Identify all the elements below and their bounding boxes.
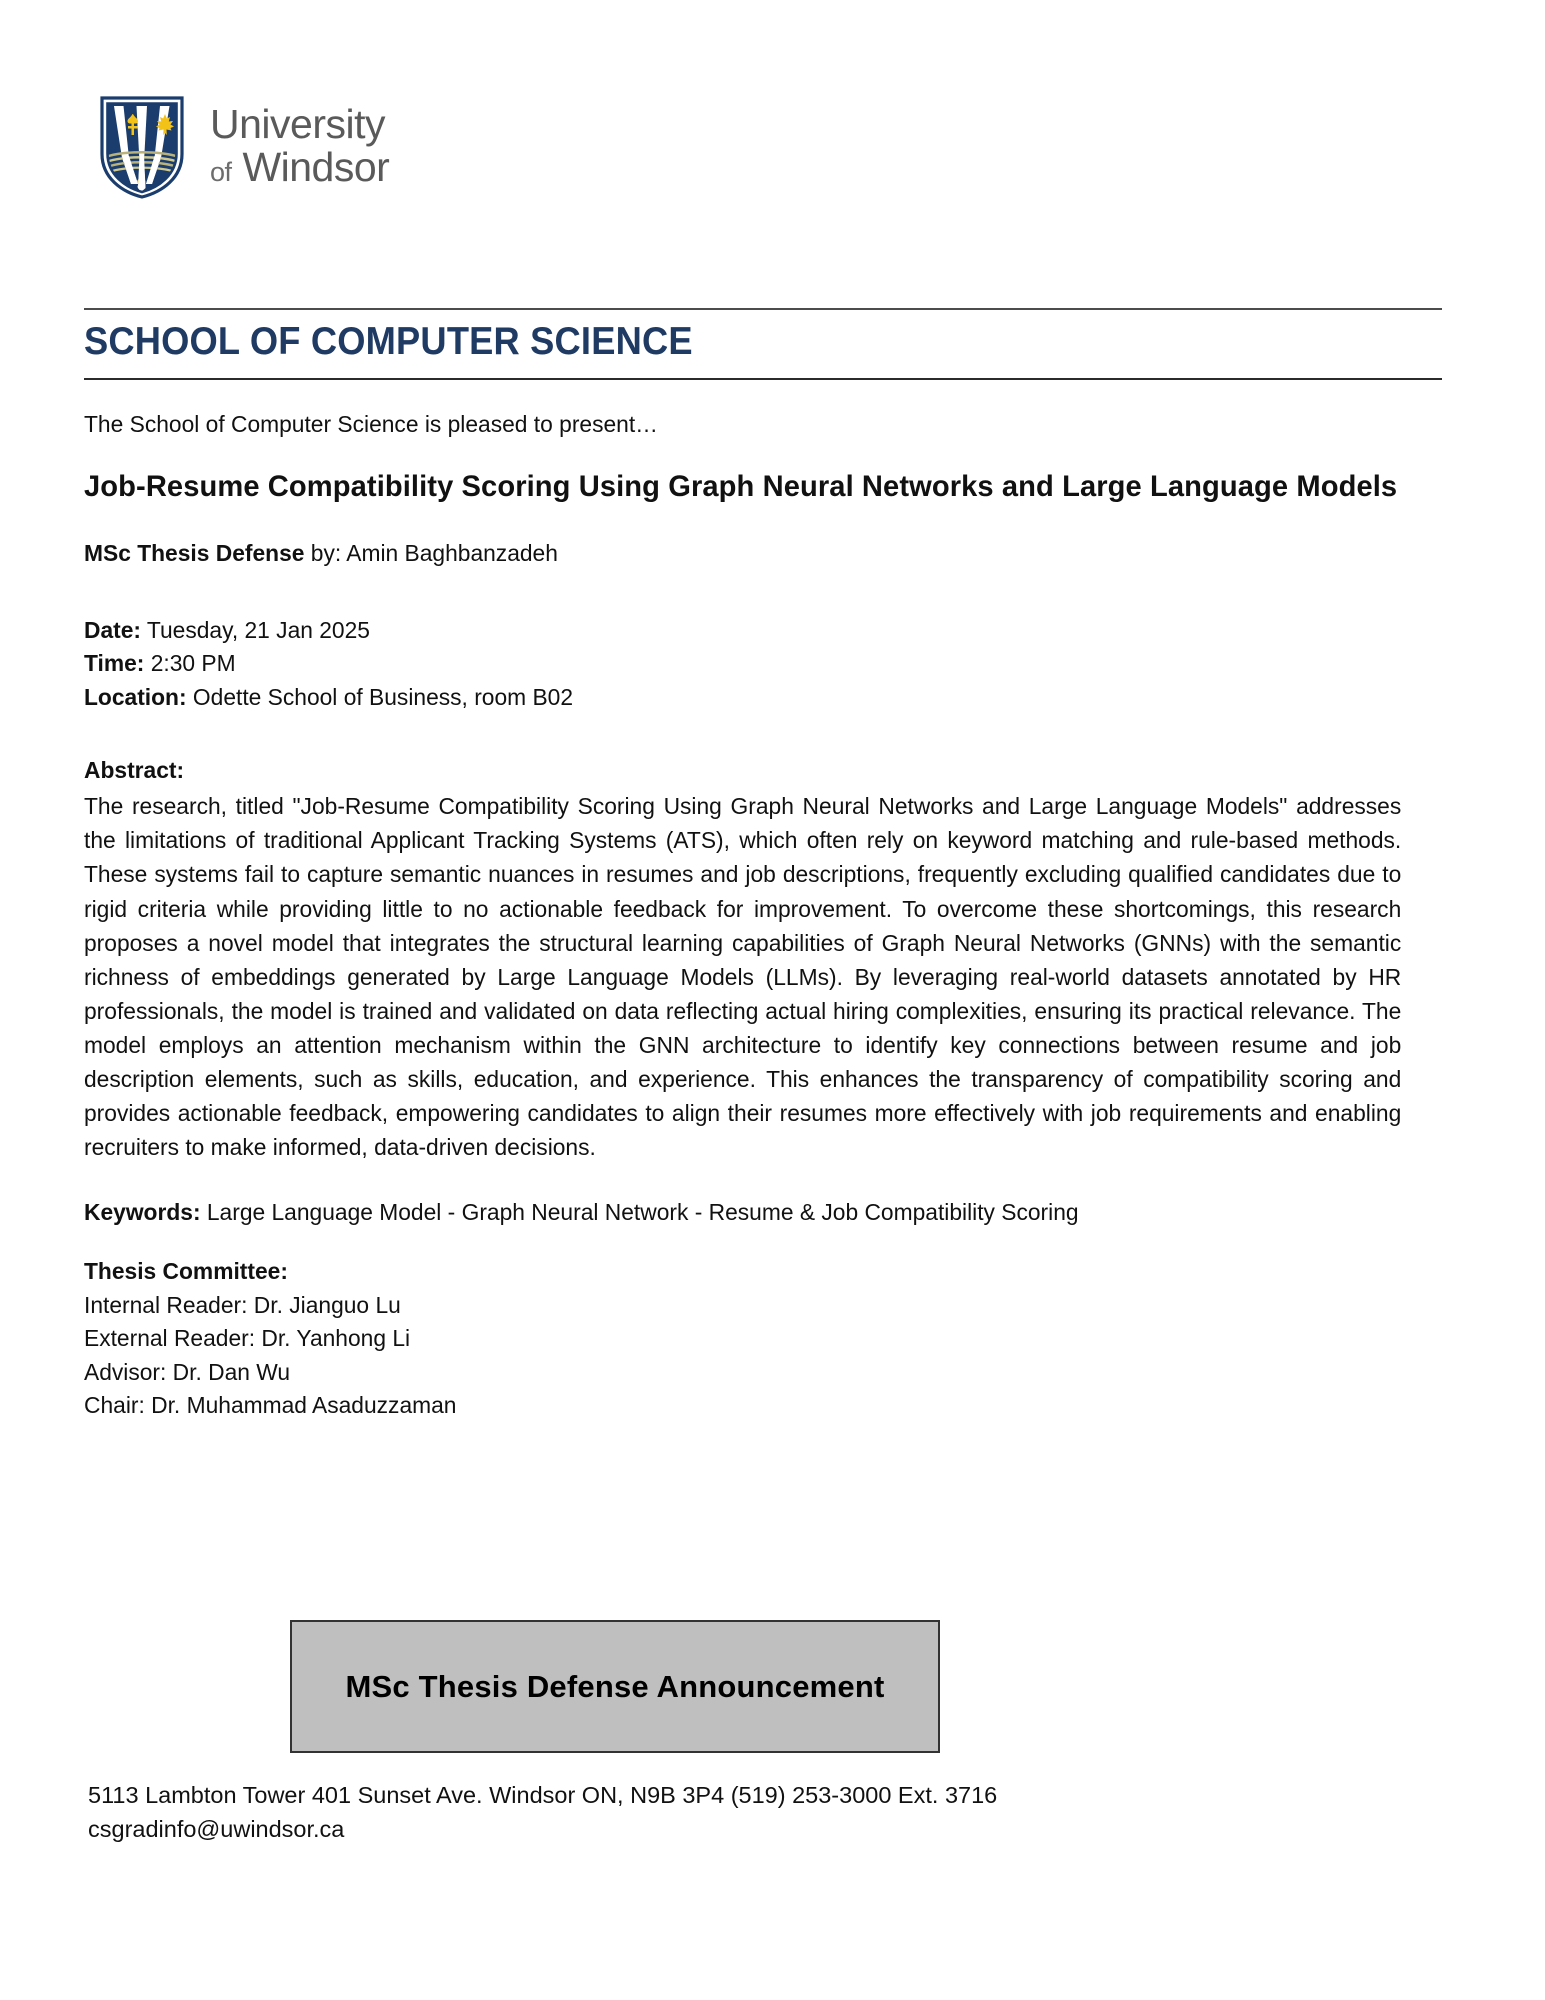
thesis-title: Job-Resume Compatibility Scoring Using Graph Neural Networks and Large Language Models: [84, 469, 1398, 503]
announcement-banner-text: MSc Thesis Defense Announcement: [345, 1668, 885, 1704]
list-item: Advisor: Dr. Dan Wu: [84, 1358, 291, 1385]
date-value: Tuesday, 21 Jan 2025: [141, 616, 370, 643]
wordmark-windsor: Windsor: [242, 144, 390, 190]
windsor-shield-icon: [96, 92, 188, 200]
list-item: External Reader: Dr. Yanhong Li: [84, 1325, 411, 1352]
footer: [88, 1778, 1288, 1846]
intro-line: The School of Computer Science is pleased to present…: [84, 411, 658, 437]
list-item: Chair: Dr. Muhammad Asaduzzaman: [84, 1391, 457, 1418]
wordmark-of: of: [210, 157, 232, 187]
document-body: [84, 408, 1442, 1422]
defense-byline: [84, 537, 1401, 570]
detail-location: [84, 681, 1401, 715]
abstract-label: Abstract:: [84, 757, 185, 784]
byline-label: MSc Thesis Defense: [84, 539, 305, 566]
footer-email[interactable]: csgradinfo@uwindsor.ca: [88, 1816, 345, 1843]
committee-label: Thesis Committee:: [84, 1257, 288, 1284]
byline-name: by: Amin Baghbanzadeh: [304, 539, 558, 566]
announcement-banner: [290, 1620, 940, 1753]
keywords-label: Keywords:: [84, 1199, 201, 1226]
committee-list: [84, 1289, 1401, 1422]
location-label: Location:: [84, 683, 187, 710]
detail-time: [84, 647, 1401, 681]
abstract-body: The research, titled "Job-Resume Compatibility Scoring Using Graph Neural Networks and Large Language Models" addresses the limitations of traditional Applicant Tracking Systems (ATS), which often rely on keyword matching and rule-based methods. These systems fail to capture semantic nuances in resumes and job descriptions, frequently excluding qualified candidates due to rigid criteria while providing little to no actionable feedback for improvement. To overcome these shortcomings, this research proposes a novel model that integrates the structural learning capabilities of Graph Neural Networks (GNNs) with the semantic richness of embeddings generated by Large Language Models (LLMs). By leveraging real-world datasets annotated by HR professionals, the model is trained and validated on data reflecting actual hiring complexities, ensuring its practical relevance. The model employs an attention mechanism within the GNN architecture to identify key connections between resume and job description elements, such as skills, education, and experience. This enhances the transparency of compatibility scoring and provides actionable feedback, empowering candidates to align their resumes more effectively with job requirements and enabling recruiters to make informed, data-driven decisions.: [84, 793, 1402, 1160]
keywords-line: [84, 1196, 1401, 1229]
event-details: [84, 614, 1401, 715]
date-label: Date:: [84, 616, 142, 643]
footer-address: 5113 Lambton Tower 401 Sunset Ave. Windsor ON, N9B 3P4 (519) 253-3000 Ext. 3716: [88, 1782, 998, 1808]
wordmark-university: University: [210, 101, 385, 148]
list-item: Internal Reader: Dr. Jianguo Lu: [84, 1291, 401, 1318]
page-title: SCHOOL OF COMPUTER SCIENCE: [84, 320, 693, 363]
header-rule-top: [84, 308, 1442, 310]
wordmark-of-windsor: [210, 144, 390, 190]
time-value: 2:30 PM: [144, 650, 236, 677]
detail-date: [84, 614, 1401, 648]
location-value: Odette School of Business, room B02: [186, 683, 574, 710]
header-rule-bottom: [84, 378, 1442, 380]
keywords-value: Large Language Model - Graph Neural Network - Resume & Job Compatibility Scoring: [200, 1199, 1079, 1226]
time-label: Time:: [84, 650, 145, 677]
university-logo: [96, 92, 389, 200]
university-wordmark: [210, 101, 390, 190]
